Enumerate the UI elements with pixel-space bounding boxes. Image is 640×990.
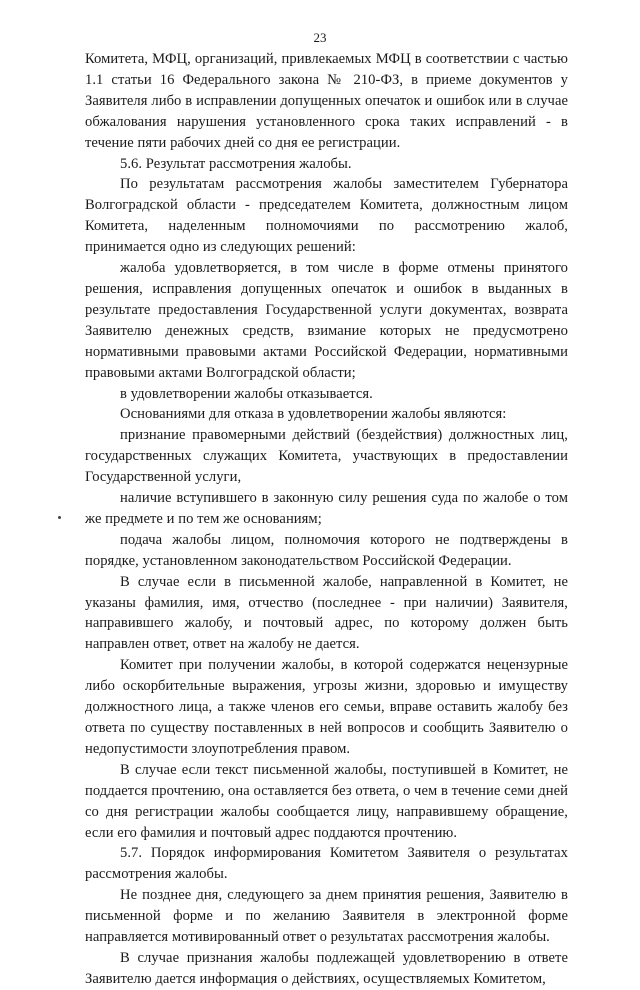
paragraph-refusal-ground-lawful-actions: признание правомерными действий (бездействия) должностных лиц, государственных служащих Комитета, участвующих в предоставлении Государственной услуги, [85, 427, 568, 486]
paragraph-unreadable-text: В случае если текст письменной жалобы, поступившей в Комитет, не поддается прочтению, она оставляется без ответа, о чем в течение семи дней со дня регистрации жалобы сообщается лицу, направившему обращение, если его фамилия и почтовый адрес поддаются прочтению. [85, 761, 568, 841]
scan-artifact-dot [58, 516, 61, 519]
paragraph-complaint-refusal-continuation: Комитета, МФЦ, организаций, привлекаемых МФЦ в соответствии с частью 1.1 статьи 16 Федерального закона № 210-ФЗ, в приеме документов у Заявителя либо в исправлении допущенных опечаток и ошибок или в случае обжалования нарушения установленного срока таких исправлений - в течение пяти рабочих дней со дня ее регистрации. [85, 51, 568, 151]
paragraph-refusal-grounds-intro: Основаниями для отказа в удовлетворении жалобы являются: [120, 406, 507, 423]
paragraph-refusal-ground-unauthorized-person: подача жалобы лицом, полномочия которого не подтверждены в порядке, установленном законодательством Российской Федерации. [85, 531, 568, 569]
paragraph-no-name-address: В случае если в письменной жалобе, направленной в Комитет, не указаны фамилия, имя, отчество (последнее - при наличии) Заявителя, направившего жалобу, и почтовый адрес, по которому должен быть направлен ответ, ответ на жалобу не дается. [85, 573, 568, 653]
section-heading-5-6: 5.6. Результат рассмотрения жалобы. [120, 155, 352, 172]
section-heading-5-7: 5.7. Порядок информирования Комитетом Заявителя о результатах рассмотрения жалобы. [85, 845, 568, 883]
document-body [85, 49, 568, 990]
paragraph-complaint-refused: в удовлетворении жалобы отказывается. [120, 385, 373, 402]
paragraph-offensive-language: Комитет при получении жалобы, в которой содержатся нецензурные либо оскорбительные выражения, угрозы жизни, здоровью и имуществу должностного лица, а также членов его семьи, вправе оставить жалобу без ответа по существу поставленных в ней вопросов и сообщить Заявителю о недопустимости злоупотребления правом. [85, 657, 568, 757]
paragraph-refusal-ground-court-decision: наличие вступившего в законную силу решения суда по жалобе о том же предмете и по тем же основаниям; [85, 490, 568, 527]
paragraph-complaint-satisfied: жалоба удовлетворяется, в том числе в форме отмены принятого решения, исправления допущенных опечаток и ошибок в выданных в результате предоставления Государственной услуги документах, возврата Заявителю денежных средств, взимание которых не предусмотрено нормативными правовыми актами Российской Федерации, нормативными правовыми актами Волгоградской области; [85, 260, 568, 381]
paragraph-response-deadline: Не позднее дня, следующего за днем принятия решения, Заявителю в письменной форме и по желанию Заявителя в электронной форме направляется мотивированный ответ о результатах рассмотрения жалобы. [85, 887, 568, 946]
page-number: 23 [313, 30, 327, 45]
paragraph-decision-intro: По результатам рассмотрения жалобы заместителем Губернатора Волгоградской области - председателем Комитета, должностным лицом Комитета, наделенным полномочиями по рассмотрению жалоб, принимается одно из следующих решений: [85, 176, 568, 256]
paragraph-response-info: В случае признания жалобы подлежащей удовлетворению в ответе Заявителю дается информация о действиях, осуществляемых Комитетом, [85, 949, 568, 987]
